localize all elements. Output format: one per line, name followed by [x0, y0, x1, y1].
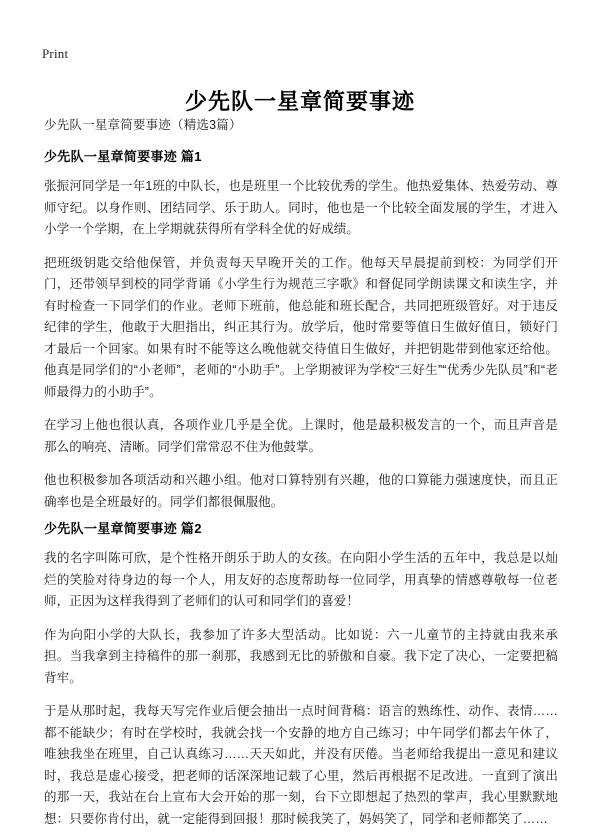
print-bar — [42, 45, 68, 63]
section-heading-2: 少先队一星章简要事迹 篇2 — [44, 521, 202, 536]
page-title: 少先队一星章简要事迹 — [184, 88, 415, 114]
paragraph: 我的名字叫陈可欣，是个性格开朗乐于助人的女孩。在向阳小学生活的五年中，我总是以灿烂的笑脸对待身边的每一个人，用友好的态度帮助每一位同学，用真挚的情感尊敬每一位老师，正因为这样我得到了老师们的认可和同学们的喜爱！ — [44, 551, 558, 608]
paragraph: 在学习上他也很认真，各项作业几乎是全优。上课时，他是最积极发言的一个，而且声音是那么的响亮、清晰。同学们常常忍不住为他鼓掌。 — [44, 418, 558, 454]
document-subtitle: 少先队一星章简要事迹（精选3篇） — [44, 118, 242, 132]
paragraph: 他也积极参加各项活动和兴趣小组。他对口算特别有兴趣，他的口算能力强速度快，而且正确率也是全班最好的。同学们都很佩服他。 — [44, 473, 558, 509]
print-link[interactable]: Print — [42, 46, 69, 61]
section-heading-1: 少先队一星章简要事迹 篇1 — [44, 149, 202, 164]
document-content — [44, 114, 558, 836]
section-2 — [44, 519, 558, 830]
paragraph: 于是从那时起，我每天写完作业后便会抽出一点时间背稿：语言的熟练性、动作、表情……都不能缺少；有时在学校时，我就会找一个安静的地方自己练习；中午同学们都去午休了，唯独我坐在班里，自己认真练习……天天如此，并没有厌倦。当老师给我提出一意见和建议时，我总是虚心接受，把老师的话深深地记载了心里，然后再根据不足改进。一直到了演出的那一天，我站在台上宣布大会开始的那一刻，台下立即想起了热烈的掌声，我心里默默地想：只要你肯付出，就一定能得到回报！那时候我笑了，妈妈笑了，同学和老师都笑了…… — [44, 704, 558, 826]
section-1 — [44, 147, 558, 513]
paragraph: 作为向阳小学的大队长，我参加了许多大型活动。比如说：六一儿童节的主持就由我来承担。当我拿到主持稿件的那一刹那，我感到无比的骄傲和自豪。我下定了决心，一定要把稿背牢。 — [44, 627, 558, 685]
paragraph: 把班级钥匙交给他保管，并负责每天早晚开关的工作。他每天早晨提前到校：为同学们开门，还带领早到校的同学背诵《小学生行为规范三字歌》和督促同学朗读课文和读生字，并有时检查一下同学们的作业。老师下班前，他总能和班长配合，共同把班级管好。对于违反纪律的学生，他敢于大胆指出，纠正其行为。放学后，他时常要等值日生做好值日，锁好门才最后一个回家。如果有时不能等这么晚他就交待值日生做好，并把钥匙带到他家还给他。他真是同学们的“小老师”，老师的“小助手”。上学期被评为学校“三好生”“优秀少先队员”和“老师最得力的小助手”。 — [44, 255, 558, 399]
paragraph: 张振河同学是一年1班的中队长，也是班里一个比较优秀的学生。他热爱集体、热爱劳动、尊师守纪。以身作则、团结同学、乐于助人。同时，他也是一个比较全面发展的学生，才进入小学一个学期，在上学期就获得所有学科全优的好成绩。 — [44, 179, 558, 236]
